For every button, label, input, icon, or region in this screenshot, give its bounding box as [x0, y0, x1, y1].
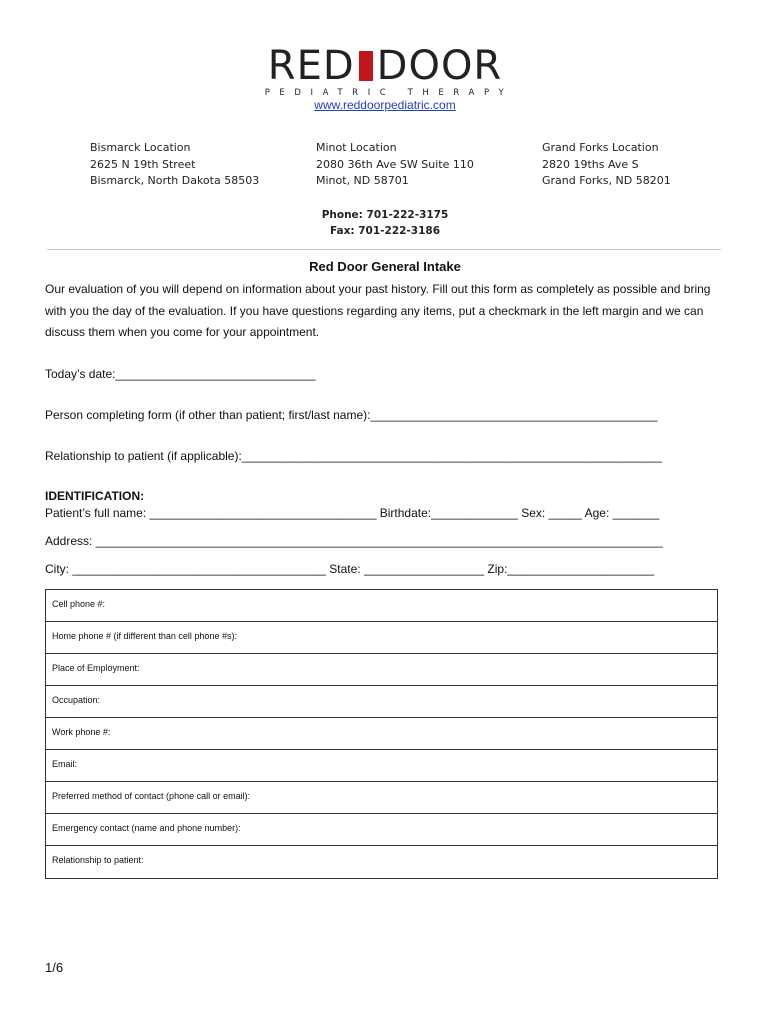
contact-info — [0, 207, 770, 239]
location-street: 2080 36th Ave SW Suite 110 — [316, 157, 474, 171]
relationship-field[interactable]: Relationship to patient (if applicable):_______________________________________________________________ — [45, 449, 663, 463]
location-name: Minot Location — [316, 141, 397, 154]
logo-word-red: RED — [267, 43, 355, 89]
form-intro: Our evaluation of you will depend on information about your past history. Fill out this form as completely as possible and bring with you the day of the evaluation. If you have questions regarding any items, put a checkmark in the left margin and we can discuss them when you come for your appointment. — [45, 282, 711, 339]
location-name: Bismarck Location — [90, 141, 191, 154]
logo-tagline: PEDIATRIC THERAPY — [264, 88, 514, 98]
page-number: 1/6 — [45, 960, 64, 975]
todays-date-field[interactable]: Today’s date:______________________________ — [45, 367, 316, 381]
preferred-contact-field[interactable]: Preferred method of contact (phone call or email): — [46, 782, 717, 814]
phone-number: Phone: 701-222-3175 — [321, 209, 449, 221]
logo-word-door: DOOR — [376, 43, 503, 89]
city-state-zip-row[interactable]: City: ______________________________________ State: __________________ Zip:______________________ — [45, 562, 655, 576]
occupation-field[interactable]: Occupation: — [46, 686, 717, 718]
email-field[interactable]: Email: — [46, 750, 717, 782]
logo-wordmark — [267, 43, 503, 89]
fax-number: Fax: 701-222-3186 — [329, 225, 441, 237]
location-street: 2625 N 19th Street — [90, 157, 196, 171]
location-city: Grand Forks, ND 58201 — [542, 174, 671, 187]
location-street: 2820 19ths Ave S — [542, 157, 639, 171]
cell-phone-field[interactable]: Cell phone #: — [46, 590, 717, 622]
location-name: Grand Forks Location — [542, 141, 659, 154]
header-divider — [47, 249, 721, 250]
red-door-logo — [0, 43, 770, 98]
emergency-contact-field[interactable]: Emergency contact (name and phone number): — [46, 814, 717, 846]
contact-details-table — [45, 589, 718, 879]
emergency-relationship-field[interactable]: Relationship to patient: — [52, 855, 144, 865]
location-grand-forks — [542, 140, 671, 190]
location-minot — [316, 140, 474, 190]
form-title: Red Door General Intake — [309, 259, 461, 274]
patient-name-birthdate-row[interactable]: Patient’s full name: __________________________________ Birthdate:_____________ Sex: _____ Age: _______ — [45, 506, 660, 520]
identification-heading: IDENTIFICATION: — [45, 489, 145, 503]
work-phone-field[interactable]: Work phone #: — [46, 718, 717, 750]
home-phone-field[interactable]: Home phone # (if different than cell phone #s): — [46, 622, 717, 654]
employment-field[interactable]: Place of Employment: — [46, 654, 717, 686]
location-bismarck — [90, 140, 259, 190]
address-field[interactable]: Address: _____________________________________________________________________________________ — [45, 534, 663, 548]
location-city: Minot, ND 58701 — [316, 174, 409, 187]
website-link[interactable]: www.reddoorpediatric.com — [314, 98, 456, 112]
location-city: Bismarck, North Dakota 58503 — [90, 174, 260, 187]
person-completing-field[interactable]: Person completing form (if other than patient; first/last name):___________________________________________ — [45, 408, 658, 422]
door-icon — [359, 51, 373, 81]
